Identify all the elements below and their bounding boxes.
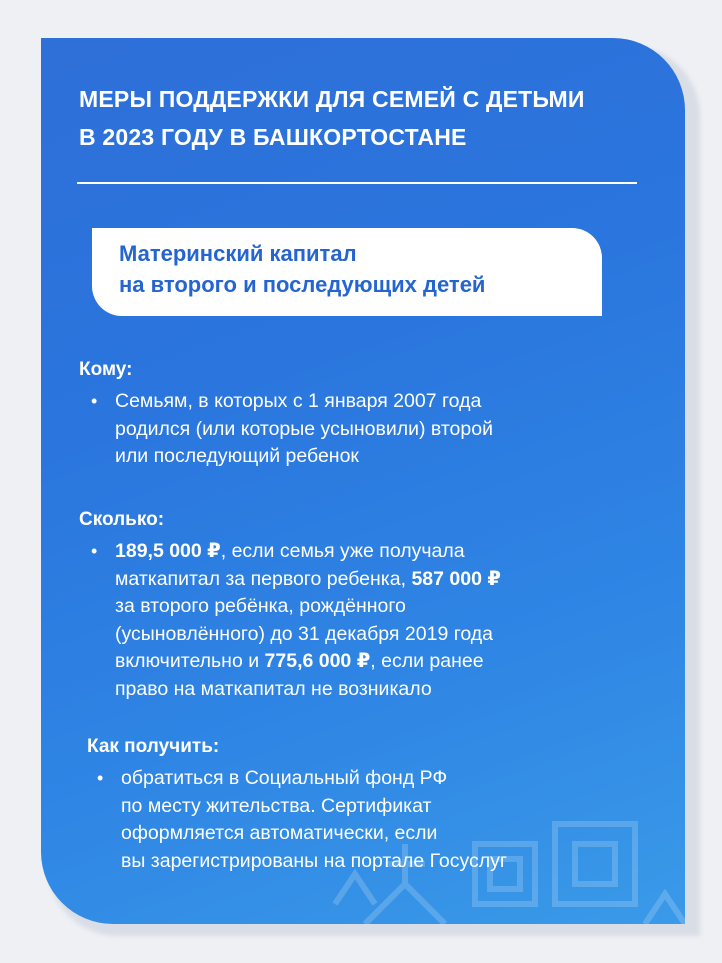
who-line-1: Семьям, в которых с 1 января 2007 года [115,390,482,412]
title-divider [77,182,637,184]
section-how-to-get [87,735,647,875]
bullet-icon: • [91,391,98,411]
how-much-bullet [91,538,639,703]
how-much-line-3: за второго ребёнка, рождённого [115,595,406,617]
section-how-much [79,508,639,703]
bullet-icon: • [97,768,104,788]
how-much-line-2: маткапитал за первого ребенка, 587 000 ₽ [115,567,501,590]
title-line-2: В 2023 ГОДУ В БАШКОРТОСТАНЕ [79,124,467,150]
who-line-2: родился (или которые усыновили) второй [115,417,493,440]
how-to-get-line-1: обратиться в Социальный фонд РФ [121,767,448,789]
subheader-line-2: на второго и последующих детей [119,272,486,297]
how-much-line-4: (усыновлённого) до 31 декабря 2019 года [115,622,494,645]
subheader-pill [92,228,602,316]
how-much-line-1: 189,5 000 ₽, если семья уже получала [115,540,465,562]
how-much-line-6: право на маткапитал не возникало [115,677,432,700]
section-who-heading: Кому: [79,359,133,380]
section-how-much-heading: Сколько: [79,509,165,530]
bullet-icon: • [91,541,98,561]
how-much-line-5: включительно и 775,6 000 ₽, если ранее [115,650,484,672]
amount-first: 189,5 000 ₽ [115,540,221,562]
amount-third: 775,6 000 ₽ [264,650,371,672]
who-line-3: или последующий ребенок [115,445,359,467]
subheader-line-1: Материнский капитал [119,241,357,266]
info-card [41,38,685,924]
how-to-get-line-4: вы зарегистрированы на портале Госуслуг [121,849,507,872]
how-to-get-bullet [97,765,647,875]
amount-second: 587 000 ₽ [411,567,501,590]
how-to-get-line-2: по месту жительства. Сертификат [121,794,432,817]
who-bullet [91,388,639,471]
page-title [79,80,659,156]
title-line-1: МЕРЫ ПОДДЕРЖКИ ДЛЯ СЕМЕЙ С ДЕТЬМИ [79,86,585,112]
how-to-get-line-3: оформляется автоматически, если [121,822,438,844]
section-how-to-get-heading: Как получить: [87,736,220,757]
section-who [79,358,639,471]
